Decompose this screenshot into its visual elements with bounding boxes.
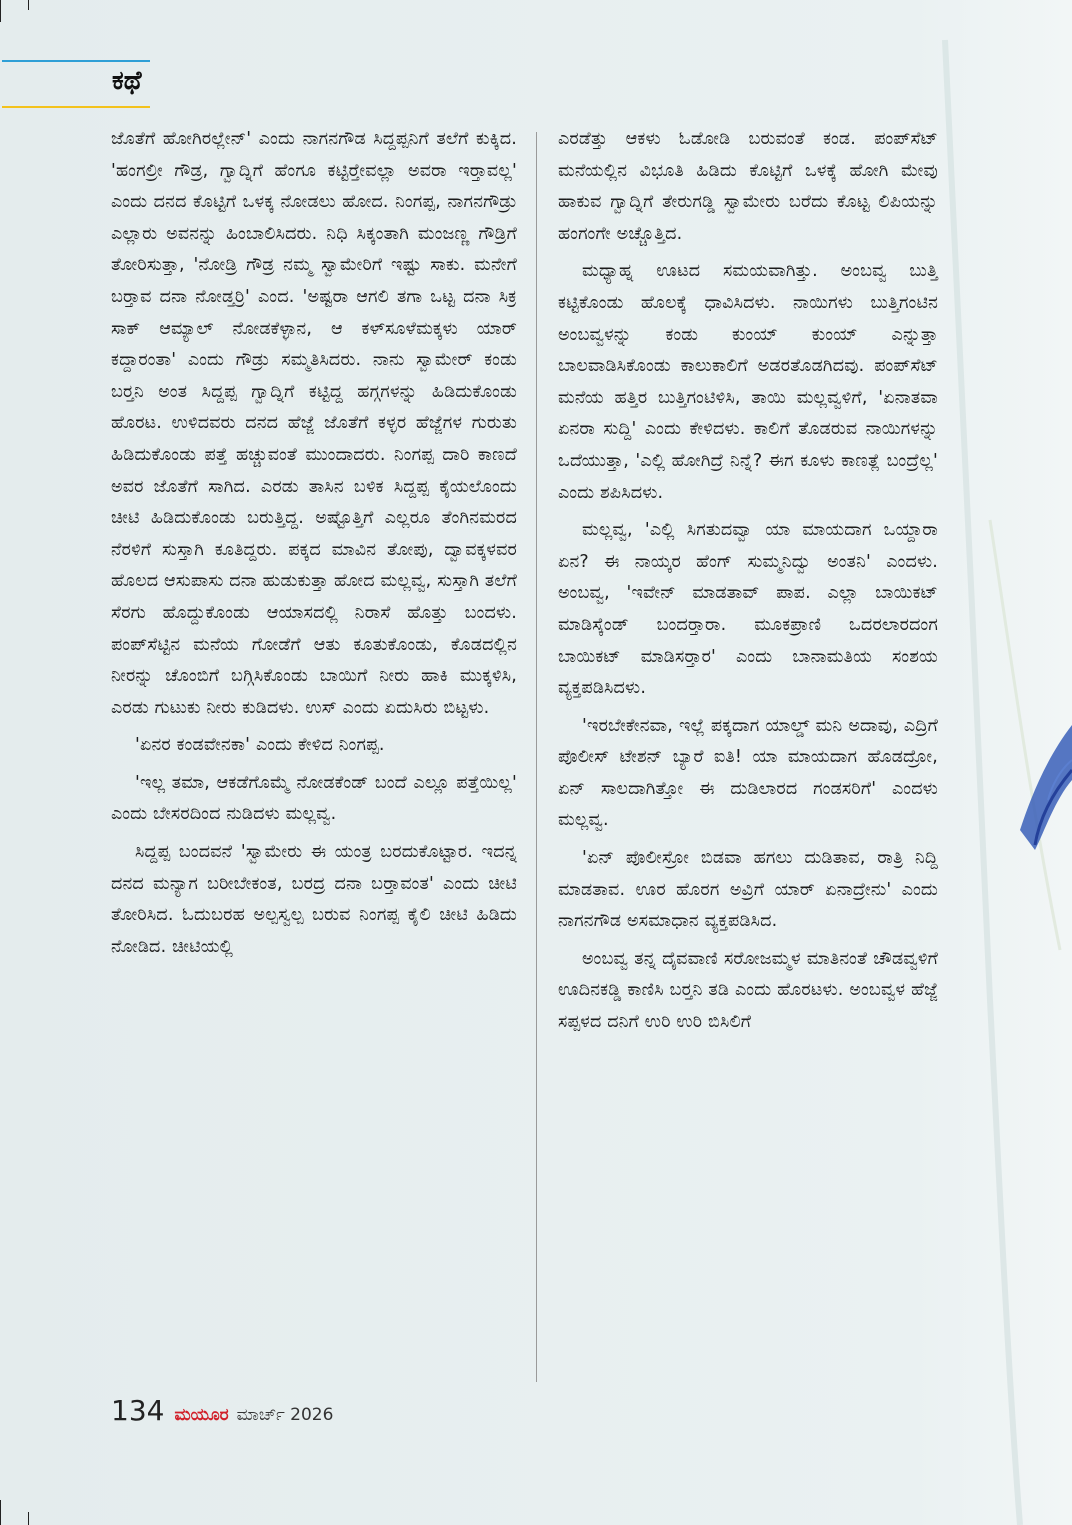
paragraph: ಮಲ್ಲವ್ವ, 'ಎಲ್ಲಿ ಸಿಗತುದವ್ವಾ ಯಾ ಮಾಯದಾಗ ಒಯ್ದಾರಾ ಏನ? ಈ ನಾಯ್ಕರ ಹೆಂಗ್ ಸುಮ್ಮನಿದ್ವು ಅಂತನಿ' ಎಂದಳು. ಅಂಬವ್ವ, 'ಇವೇನ್ ಮಾಡತಾವ್ ಪಾಪ. ಎಲ್ಲಾ ಬಾಯಿಕಟ್ ಮಾಡಿಸ್ಕೆಂಡ್ ಬಂದರ್‍ತಾರಾ. ಮೂಕಪ್ರಾಣಿ ಒದರಲಾರದಂಗ ಬಾಯಿಕಟ್ ಮಾಡಿಸರ್‍ತಾರ' ಎಂದು ಬಾನಾಮತಿಯ ಸಂಶಯ ವ್ಯಕ್ತಪಡಿಸಿದಳು. (558, 520, 938, 699)
article-column-right (558, 124, 938, 1039)
crop-mark (0, 1500, 1, 1525)
header-rule-yellow (2, 106, 150, 108)
article-column-left (111, 124, 517, 963)
paragraph: 'ಏನ್ ಪೊಲೀಸ್ರೋ ಬಿಡವಾ ಹಗಲು ದುಡಿತಾವ, ರಾತ್ರಿ ನಿದ್ದಿ ಮಾಡತಾವ. ಊರ ಹೊರಗ ಅವ್ರಿಗೆ ಯಾರ್ ಏನಾದ್ರೇನು' ಎಂದು ನಾಗನಗೌಡ ಅಸಮಾಧಾನ ವ್ಯಕ್ತಪಡಿಸಿದ. (558, 848, 938, 932)
paragraph: ಸಿದ್ದಪ್ಪ ಬಂದವನೆ 'ಸ್ವಾಮೇರು ಈ ಯಂತ್ರ ಬರದುಕೊಟ್ಟಾರ. ಇದನ್ನ ದನದ ಮನ್ಯಾಗ ಬರೀಬೇಕಂತ, ಬರದ್ರ ದನಾ ಬರ್‍ತಾವಂತ' ಎಂದು ಚೀಟಿ ತೋರಿಸಿದ. ಓದುಬರಹ ಅಲ್ಪಸ್ವಲ್ಪ ಬರುವ ನಿಂಗಪ್ಪ ಕೈಲಿ ಚೀಟಿ ಹಿಡಿದು ನೋಡಿದ. ಚೀಟಿಯಲ್ಲಿ (111, 842, 517, 957)
crop-mark (0, 0, 1, 22)
issue-date: ಮಾರ್ಚ್ 2026 (236, 1405, 334, 1425)
column-divider (536, 132, 537, 1382)
magazine-name: ಮಯೂರ (174, 1405, 229, 1425)
paragraph: ಮಧ್ಯಾಹ್ನ ಊಟದ ಸಮಯವಾಗಿತ್ತು. ಅಂಬವ್ವ ಬುತ್ತಿ ಕಟ್ಟಿಕೊಂಡು ಹೊಲಕ್ಕೆ ಧಾವಿಸಿದಳು. ನಾಯಿಗಳು ಬುತ್ತಿಗಂಟಿನ ಅಂಬವ್ವಳನ್ನು ಕಂಡು ಕುಂಯ್ ಕುಂಯ್ ಎನ್ನುತ್ತಾ ಬಾಲವಾಡಿಸಿಕೊಂಡು ಕಾಲುಕಾಲಿಗೆ ಅಡರತೊಡಗಿದವು. ಪಂಪ್‌ಸೆಟ್ ಮನೆಯ ಹತ್ತಿರ ಬುತ್ತಿಗಂಟಿಳಿಸಿ, ತಾಯಿ ಮಲ್ಲವ್ವಳಿಗೆ, 'ಏನಾತವಾ ಏನರಾ ಸುದ್ದಿ' ಎಂದು ಕೇಳಿದಳು. ಕಾಲಿಗೆ ತೊಡರುವ ನಾಯಿಗಳನ್ನು ಒದೆಯುತ್ತಾ, 'ಎಲ್ಲಿ ಹೋಗಿದ್ರೆ ನಿನ್ನೆ? ಈಗ ಕೂಳು ಕಾಣತ್ಲೆ ಬಂದ್ರೆಲ್ಲ' ಎಂದು ಶಪಿಸಿದಳು. (558, 261, 938, 503)
paragraph: ಜೊತೆಗೆ ಹೋಗಿರಲ್ಲೇನ್' ಎಂದು ನಾಗನಗೌಡ ಸಿದ್ದಪ್ಪನಿಗೆ ತಲೆಗೆ ಕುಕ್ಕಿದ. 'ಹಂಗಲ್ರೀ ಗೌಡ್ರ, ಗ್ವಾದ್ನಿಗೆ ಹೆಂಗೂ ಕಟ್ಟಿರ್‍ತೇವಲ್ಲಾ ಅವರಾ ಇರ್‍ತಾವಲ್ಲ' ಎಂದು ದನದ ಕೊಟ್ಟಿಗೆ ಒಳಕ್ಕ ನೋಡಲು ಹೋದ. ನಿಂಗಪ್ಪ, ನಾಗನಗೌಡ್ರು ಎಲ್ಲಾರು ಅವನನ್ನು ಹಿಂಬಾಲಿಸಿದರು. ನಿಧಿ ಸಿಕ್ಕಂತಾಗಿ ಮಂಜಣ್ಣ ಗೌಡ್ರಿಗೆ ತೋರಿಸುತ್ತಾ, 'ನೋಡ್ರಿ ಗೌಡ್ರ ನಮ್ಮ ಸ್ವಾಮೇರಿಗೆ ಇಷ್ಟು ಸಾಕು. ಮನೇಗೆ ಬರ್‍ತಾವ ದನಾ ನೋಡ್ತರ್‍ರಿ' ಎಂದ. 'ಅಷ್ಟರಾ ಆಗಲಿ ತಗಾ ಒಟ್ಟ ದನಾ ಸಿಕ್ರ ಸಾಕ್ ಆಮ್ಯಾಲ್ ನೋಡಕೆಳ್ಳಾನ, ಆ ಕಳ್‌ಸೂಳೆಮಕ್ಕಳು ಯಾರ್ ಕದ್ದಾರಂತಾ' ಎಂದು ಗೌಡ್ರು ಸಮ್ಮತಿಸಿದರು. ನಾನು ಸ್ವಾಮೇರ್ ಕಂಡು ಬರ್‍ತನಿ ಅಂತ ಸಿದ್ದಪ್ಪ ಗ್ವಾದ್ನಿಗೆ ಕಟ್ಟಿದ್ದ ಹಗ್ಗಗಳನ್ನು ಹಿಡಿದುಕೊಂಡು ಹೊರಟ. ಉಳಿದವರು ದನದ ಹೆಜ್ಜೆ ಜೊತೆಗೆ ಕಳ್ಳರ ಹೆಜ್ಜೆಗಳ ಗುರುತು ಹಿಡಿದುಕೊಂಡು ಪತ್ತೆ ಹಚ್ಚುವಂತೆ ಮುಂದಾದರು. ನಿಂಗಪ್ಪ ದಾರಿ ಕಾಣದೆ ಅವರ ಜೊತೆಗೆ ಸಾಗಿದ. ಎರಡು ತಾಸಿನ ಬಳಿಕ ಸಿದ್ದಪ್ಪ ಕೈಯಲೊಂದು ಚೀಟಿ ಹಿಡಿದುಕೊಂಡು ಬರುತ್ತಿದ್ದ. ಅಷ್ಟೊತ್ತಿಗೆ ಎಲ್ಲರೂ ತೆಂಗಿನಮರದ ನೆರಳಿಗೆ ಸುಸ್ತಾಗಿ ಕೂತಿದ್ದರು. ಪಕ್ಕದ ಮಾವಿನ ತೋಪು, ದ್ವಾವಕ್ಕಳವರ ಹೊಲದ ಆಸುಪಾಸು ದನಾ ಹುಡುಕುತ್ತಾ ಹೋದ ಮಲ್ಲವ್ವ, ಸುಸ್ತಾಗಿ ತಲೆಗೆ ಸೆರಗು ಹೊದ್ದುಕೊಂಡು ಆಯಾಸದಲ್ಲಿ ನಿರಾಸೆ ಹೊತ್ತು ಬಂದಳು. ಪಂಪ್‌ಸೆಟ್ಟಿನ ಮನೆಯ ಗೋಡೆಗೆ ಆತು ಕೂತುಕೊಂಡು, ಕೊಡದಲ್ಲಿನ ನೀರನ್ನು ಚೊಂಬಿಗೆ ಬಗ್ಗಿಸಿಕೊಂಡು ಬಾಯಿಗೆ ನೀರು ಹಾಕಿ ಮುಕ್ಕಳಿಸಿ, ಎರಡು ಗುಟುಕು ನೀರು ಕುಡಿದಳು. ಉಸ್ ಎಂದು ಏದುಸಿರು ಬಿಟ್ಟಳು. (111, 129, 517, 718)
crop-mark (28, 1512, 29, 1525)
paragraph: ಅಂಬವ್ವ ತನ್ನ ದೈವವಾಣಿ ಸರೋಜಮ್ಮಳ ಮಾತಿನಂತೆ ಚೌಡವ್ವಳಿಗೆ ಊದಿನಕಡ್ಡಿ ಕಾಣಿಸಿ ಬರ್‍ತನಿ ತಡಿ ಎಂದು ಹೊರಟಳು. ಅಂಬವ್ವಳ ಹೆಜ್ಜೆ ಸಪ್ಪಳದ ದನಿಗೆ ಉರಿ ಉರಿ ಬಿಸಿಲಿಗೆ (558, 948, 938, 1033)
page-number: 134 (111, 1394, 165, 1427)
paragraph: 'ಏನರ ಕಂಡವೇನಕಾ' ಎಂದು ಕೇಳಿದ ನಿಂಗಪ್ಪ. (135, 735, 385, 756)
section-title: ಕಥೆ (112, 66, 142, 96)
crop-mark (28, 0, 29, 10)
header-rule-blue (2, 60, 150, 62)
page-footer (111, 1394, 333, 1430)
paragraph: 'ಇಲ್ಲ ತಮಾ, ಆಕಡೆಗೊಮ್ಮೆ ನೋಡಕೆಂಡ್ ಬಂದೆ ಎಲ್ಲೂ ಪತ್ತೆಯಿಲ್ಲ' ಎಂದು ಬೇಸರದಿಂದ ನುಡಿದಳು ಮಲ್ಲವ್ವ. (111, 772, 517, 825)
paragraph: ಎರಡೆತ್ತು ಆಕಳು ಓಡೋಡಿ ಬರುವಂತೆ ಕಂಡ. ಪಂಪ್‌ಸೆಟ್ ಮನೆಯಲ್ಲಿನ ವಿಭೂತಿ ಹಿಡಿದು ಕೊಟ್ಟಿಗೆ ಒಳಕ್ಕೆ ಹೋಗಿ ಮೇವು ಹಾಕುವ ಗ್ವಾದ್ನಿಗೆ ತೇರುಗಡ್ಡಿ ಸ್ವಾಮೇರು ಬರೆದು ಕೊಟ್ಟ ಲಿಪಿಯನ್ನು ಹಂಗಂಗೇ ಅಚ್ಚೊತ್ತಿದ. (558, 129, 938, 244)
paragraph: 'ಇರಬೇಕೇನವಾ, ಇಲ್ಲೆ ಪಕ್ಕದಾಗ ಯಾಲ್ಡ್ ಮನಿ ಅದಾವು, ಎದ್ರಿಗೆ ಪೊಲೀಸ್ ಟೇಶನ್ ಬ್ಯಾರೆ ಐತಿ! ಯಾ ಮಾಯದಾಗ ಹೊಡದ್ರೋ, ಏನ್ ಸಾಲದಾಗಿತ್ತೋ ಈ ದುಡಿಲಾರದ ಗಂಡಸರಿಗೆ' ಎಂದಳು ಮಲ್ಲವ್ವ. (558, 715, 938, 831)
